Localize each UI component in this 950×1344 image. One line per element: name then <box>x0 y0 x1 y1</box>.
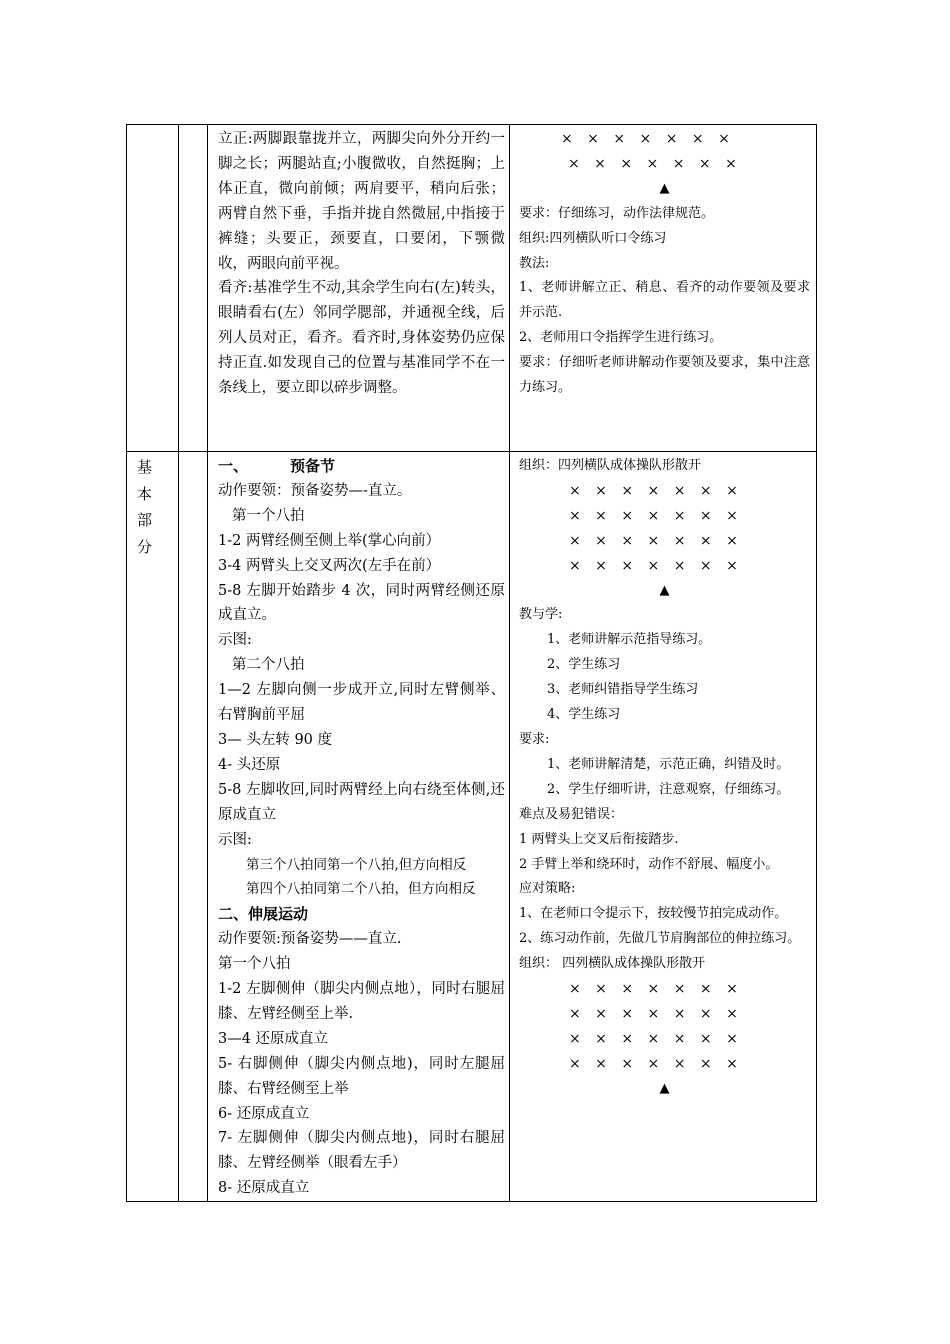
strategy-item: 2、练习动作前，先做几节肩胸部位的伸拉练习。 <box>519 931 801 947</box>
requirement-item: 2、学生仔细听讲，注意观察，仔细练习。 <box>547 781 790 797</box>
section-label: 基 本 部 分 <box>137 458 153 556</box>
step-line: 7- 左脚侧伸（脚尖内侧点地)，同时右腿屈膝、左臂经侧举（眼看左手） <box>218 1130 505 1172</box>
step-line: 3— 头左转 90 度 <box>218 731 333 748</box>
beat-note: 第四个八拍同第二个八拍，但方向相反 <box>246 881 476 898</box>
teacher-triangle-icon: ▲ <box>659 180 670 196</box>
lesson-plan-table <box>126 124 817 1202</box>
teach-learn-item: 1、老师讲解示范指导练习。 <box>547 632 712 648</box>
time-cell <box>179 125 208 452</box>
step-line: 5-8 左脚收回,同时两臂经上向右绕至体侧,还原成直立 <box>218 781 505 823</box>
teach-learn-item: 3、老师纠错指导学生练习 <box>547 682 699 698</box>
section-label-cell <box>127 452 179 1202</box>
teacher-triangle-icon: ▲ <box>659 1080 670 1096</box>
formation-row: × × × × × × × <box>569 1005 743 1022</box>
diagram-label: 示图: <box>218 632 252 649</box>
content-cell <box>208 125 510 452</box>
section-heading: 一、 预备节 <box>218 457 336 475</box>
action-essentials: 动作要领:预备姿势——直立. <box>218 931 402 948</box>
table-row <box>127 452 817 1202</box>
formation-row: × × × × × × × <box>569 981 743 998</box>
step-line: 1-2 两臂经侧至侧上举(掌心向前） <box>218 532 441 549</box>
content-cell <box>208 452 510 1202</box>
method-item: 2、老师用口令指挥学生进行练习。 <box>519 330 723 346</box>
step-line: 8- 还原成直立 <box>218 1180 310 1197</box>
step-line: 3-4 两臂头上交叉两次(左手在前） <box>218 557 441 574</box>
step-line: 4- 头还原 <box>218 756 281 773</box>
step-line: 3—4 还原成直立 <box>218 1030 329 1047</box>
dress-alignment-text: 看齐:基准学生不动,其余学生向右(左)转头，眼睛看右(左）邻同学腮部，并通视全线，后列人员对正，看齐。看齐时,身体姿势仍应保持正直.如发现自己的位置与基准同学不在一条线上，要立即以碎步调整。 <box>218 280 505 397</box>
action-essentials: 动作要领：预备姿势—-直立。 <box>218 482 412 499</box>
teach-learn-item: 4、学生练习 <box>547 707 621 723</box>
requirement-text: 要求：仔细听老师讲解动作要领及要求，集中注意力练习。 <box>519 355 810 396</box>
teacher-triangle-icon: ▲ <box>659 582 670 598</box>
time-cell <box>179 452 208 1202</box>
organization-text: 组织： 四列横队成体操队形散开 <box>519 956 706 972</box>
step-line: 1-2 左脚侧伸（脚尖内侧点地），同时右腿屈膝、左臂经侧至上举. <box>218 981 505 1022</box>
formation-row: × × × × × × × <box>569 1030 743 1047</box>
stand-at-attention-text: 立正:两脚跟靠拢并立，两脚尖向外分开约一脚之长；两腿站直;小腹微收，自然挺胸；上体正直，微向前倾；两肩要平，稍向后张；两臂自然下垂，手指并拢自然微屈,中指接于裤缝；头要正，颈要直，口要闭，下颚微收，两眼向前平视。 <box>218 131 505 272</box>
teach-learn-title: 教与学: <box>519 607 563 623</box>
organization-cell <box>510 125 817 452</box>
teach-learn-item: 2、学生练习 <box>547 657 621 673</box>
difficulty-item: 2 手臂上举和绕环时，动作不舒展、幅度小。 <box>519 856 779 872</box>
formation-row: × × × × × × × <box>569 1055 743 1072</box>
step-line: 1—2 左脚向侧一步成开立,同时左臂侧举、右臂胸前平屈 <box>218 682 505 724</box>
diagram-label: 示图: <box>218 831 252 848</box>
method-title: 教法: <box>519 255 550 271</box>
formation-row: × × × × × × × <box>569 557 743 574</box>
formation-row: × × × × × × × <box>561 131 735 147</box>
step-line: 5- 右脚侧伸（脚尖内侧点地)，同时左腿屈膝、右臂经侧至上举 <box>218 1055 505 1097</box>
beat-title: 第二个八拍 <box>232 657 305 674</box>
formation-row: × × × × × × × <box>569 482 743 499</box>
organization-text: 组织：四列横队成体操队形散开 <box>519 458 702 473</box>
beat-title: 第一个八拍 <box>218 956 291 973</box>
beat-note: 第三个八拍同第一个八拍,但方向相反 <box>246 856 467 873</box>
table-row <box>127 125 817 452</box>
formation-row: × × × × × × × <box>569 532 743 549</box>
organization-text: 组织:四列横队听口令练习 <box>519 230 667 246</box>
section-label-cell <box>127 125 179 452</box>
step-line: 5-8 左脚开始踏步 4 次，同时两臂经侧还原成直立。 <box>218 582 505 624</box>
method-item: 1、老师讲解立正、稍息、看齐的动作要领及要求并示范. <box>519 280 810 321</box>
formation-row: × × × × × × × <box>569 507 743 524</box>
section-heading: 二、伸展运动 <box>218 905 309 924</box>
requirement-text: 要求：仔细练习，动作法律规范。 <box>519 205 715 221</box>
strategy-title: 应对策略: <box>519 881 576 897</box>
requirement-title: 要求: <box>519 731 550 747</box>
formation-row: × × × × × × × <box>568 155 742 172</box>
beat-title: 第一个八拍 <box>232 507 305 524</box>
difficulty-title: 难点及易犯错误： <box>519 806 624 822</box>
requirement-item: 1、老师讲解清楚，示范正确，纠错及时。 <box>547 756 790 772</box>
strategy-item: 1、在老师口令提示下，按较慢节拍完成动作。 <box>519 906 788 922</box>
step-line: 6- 还原成直立 <box>218 1105 310 1122</box>
organization-cell <box>510 452 817 1202</box>
difficulty-item: 1 两臂头上交叉后衔接踏步. <box>519 831 679 847</box>
